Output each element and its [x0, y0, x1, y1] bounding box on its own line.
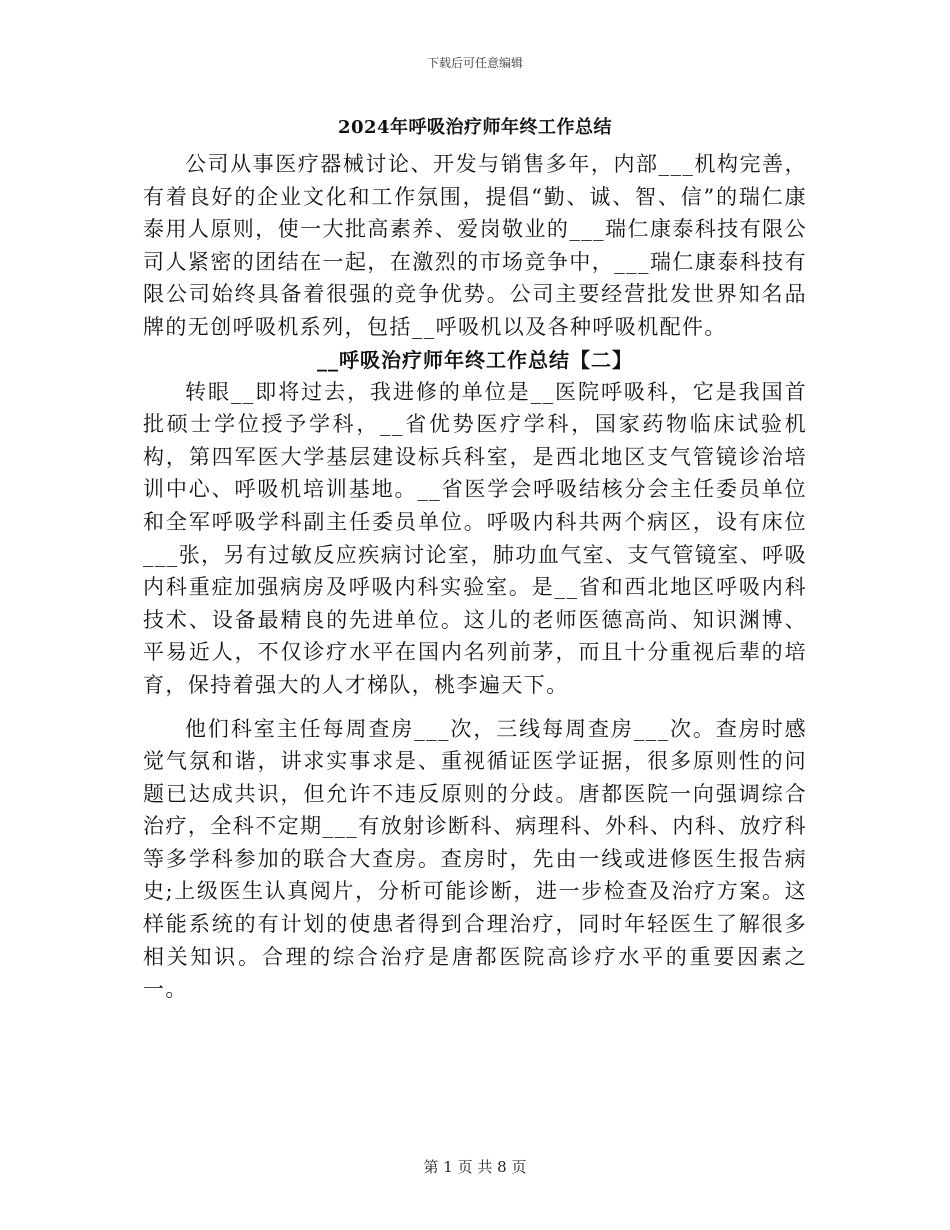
section-2-paragraph-2: 他们科室主任每周查房___次，三线每周查房___次。查房时感觉气氛和谐，讲求实事求是、重视循证医学证据，很多原则性的问题已达成共识，但允许不违反原则的分歧。唐都医院一向强调综合治疗，全科不定期___有放射诊断科、病理科、外科、内科、放疗科等多学科参加的联合大查房。查房时，先由一线或进修医生报告病史;上级医生认真阅片，分析可能诊断，进一步检查及治疗方案。这样能系统的有计划的使患者得到合理治疗，同时年轻医生了解很多相关知识。合理的综合治疗是唐都医院高诊疗水平的重要因素之一。	[143, 716, 807, 1002]
section-2-paragraph-1: 转眼__即将过去，我进修的单位是__医院呼吸科，它是我国首批硕士学位授予学科，__省优势医疗学科，国家药物临床试验机构，第四军医大学基层建设标兵科室，是西北地区支气管镜诊治培训中心、呼吸机培训基地。__省医学会呼吸结核分会主任委员单位和全军呼吸学科副主任委员单位。呼吸内科共两个病区，设有床位___张，另有过敏反应疾病讨论室，肺功血气室、支气管镜室、呼吸内科重症加强病房及呼吸内科实验室。是__省和西北地区呼吸内科技术、设备最精良的先进单位。这儿的老师医德高尚、知识渊博、平易近人，不仅诊疗水平在国内名列前茅，而且十分重视后辈的培育，保持着强大的人才梯队，桃李遍天下。	[143, 379, 807, 697]
page-number-footer: 第 1 页 共 8 页	[423, 1158, 527, 1176]
document-title: 2024年呼吸治疗师年终工作总结	[337, 117, 613, 138]
paragraph-spacer	[143, 702, 807, 713]
document-body	[143, 108, 807, 1006]
section-2-heading: __呼吸治疗师年终工作总结【二】	[317, 347, 633, 372]
download-note: 下载后可任意编辑	[426, 56, 523, 70]
intro-paragraph: 公司从事医疗器械讨论、开发与销售多年，内部___机构完善，有着良好的企业文化和工作氛围，提倡“勤、诚、智、信”的瑞仁康泰用人原则，使一大批高素养、爱岗敬业的___瑞仁康泰科技有限公司人紧密的团结在一起，在激烈的市场竞争中，___瑞仁康泰科技有限公司始终具备着很强的竞争优势。公司主要经营批发世界知名品牌的无创呼吸机系列，包括__呼吸机以及各种呼吸机配件。	[143, 152, 807, 339]
